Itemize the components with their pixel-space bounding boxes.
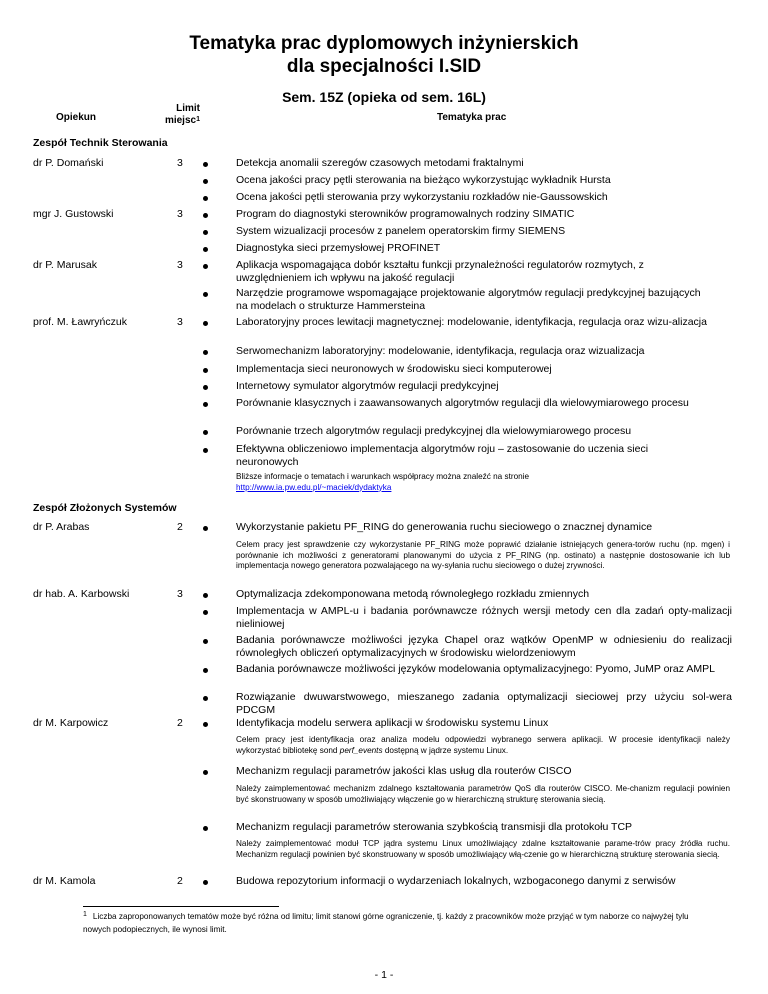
- section-title: Zespół Technik Sterowania: [33, 137, 168, 149]
- topic-item: Internetowy symulator algorytmów regulacji predykcyjnej: [236, 380, 499, 392]
- header-opiekun: Opiekun: [56, 112, 97, 123]
- supervisor-limit: 2: [177, 521, 183, 533]
- bullet-icon: [203, 230, 208, 235]
- topic-item: Aplikacja wspomagająca dobór kształtu funkcji przynależności regulatorów rozmytych, z uwzględnieniem ich wpływu na jakość regulacji: [236, 259, 644, 284]
- header-tematyka: Tematyka prac: [437, 112, 507, 123]
- bullet-icon: [203, 826, 208, 831]
- section-note-text: Bliższe informacje o tematach i warunkach współpracy można znaleźć na stronie: [236, 472, 530, 481]
- desc-text: dostępną w jądrze systemu Linux.: [382, 745, 509, 755]
- topic-description: [236, 735, 730, 756]
- topic-item: Optymalizacja zdekomponowana metodą równoległego rozkładu zmiennych: [236, 588, 590, 600]
- supervisor-limit: 3: [177, 208, 183, 220]
- supervisor-name: dr M. Kamola: [33, 875, 96, 887]
- topic-item: Ocena jakości pętli sterowania przy wykorzystaniu rozkładów nie-Gaussowskich: [236, 191, 608, 203]
- bullet-icon: [203, 593, 208, 598]
- supervisor-limit: 3: [177, 259, 183, 271]
- topic-item: System wizualizacji procesów z panelem operatorskim firmy SIEMENS: [236, 225, 566, 237]
- topic-item: Laboratoryjny proces lewitacji magnetycznej: modelowanie, identyfikacja, regulacja oraz wizu-alizacja: [236, 316, 707, 328]
- topic-item: Narzędzie programowe wspomagające projektowanie algorytmów regulacji predykcyjnej bazujących na modelach o strukturze Hammersteina: [236, 287, 701, 312]
- footnote-divider: [83, 906, 279, 907]
- topic-item: Program do diagnostyki sterowników programowalnych rodziny SIMATIC: [236, 208, 575, 220]
- footnote-ref: 1: [196, 116, 200, 123]
- footnote-mark: 1: [83, 911, 87, 918]
- footnote: [83, 911, 703, 936]
- header-limit-line2: miejsc: [164, 115, 197, 126]
- bullet-icon: [203, 264, 208, 269]
- topic-item: Diagnostyka sieci przemysłowej PROFINET: [236, 242, 441, 254]
- topic-item: Porównanie klasycznych i zaawansowanych algorytmów regulacji dla wielowymiarowego procesu: [236, 397, 689, 409]
- topic-description: Celem pracy jest sprawdzenie czy wykorzystanie PF_RING może poprawić działanie istniejących genera-torów ruchu (np. mgen) i porównanie ich możliwości z generatorami planowanymi do użycia z PF_RING (np. ostinato) a następnie dostosowanie ich lub implementacja nowego generatora pozwalającego na wy-syłania ruchu sieciowego o dużej zrywności.: [236, 540, 730, 571]
- bullet-icon: [203, 696, 208, 701]
- topic-item: Wykorzystanie pakietu PF_RING do generowania ruchu sieciowego o znacznej dynamice: [236, 521, 653, 533]
- dydaktyka-link[interactable]: http://www.ia.pw.edu.pl/~maciek/dydaktyka: [236, 482, 392, 492]
- supervisor-name: dr P. Domański: [33, 157, 104, 169]
- supervisor-limit: 3: [177, 316, 183, 328]
- page-title: Tematyka prac dyplomowych inżynierskich: [189, 33, 579, 54]
- topic-item: Rozwiązanie dwuwarstwowego, mieszanego zadania optymalizacji sieciowej przy użyciu sol-wera PDCGM: [236, 691, 732, 716]
- topic-item: Ocena jakości pracy pętli sterowania na bieżąco wykorzystując wykładnik Hursta: [236, 174, 611, 186]
- supervisor-name: dr hab. A. Karbowski: [33, 588, 130, 600]
- bullet-icon: [203, 292, 208, 297]
- bullet-icon: [203, 247, 208, 252]
- bullet-icon: [203, 880, 208, 885]
- topic-item: Porównanie trzech algorytmów regulacji predykcyjnej dla wielowymiarowego procesu: [236, 425, 632, 437]
- topic-item: Efektywna obliczeniowo implementacja algorytmów roju – zastosowanie do uczenia sieci neuronowych: [236, 443, 649, 468]
- topic-item: Mechanizm regulacji parametrów sterowania szybkością transmisji dla protokołu TCP: [236, 821, 633, 833]
- section-title: Zespół Złożonych Systemów: [33, 502, 177, 514]
- bullet-icon: [203, 722, 208, 727]
- header-limit: [160, 103, 200, 127]
- bullet-icon: [203, 368, 208, 373]
- supervisor-name: dr P. Arabas: [33, 521, 90, 533]
- topic-item: Budowa repozytorium informacji o wydarzeniach lokalnych, wzbogaconego danymi z serwisów: [236, 875, 676, 887]
- topic-item: Identyfikacja modelu serwera aplikacji w środowisku systemu Linux: [236, 717, 549, 729]
- topic-item: Badania porównawcze możliwości języka Chapel oraz wątków OpenMP w odniesieniu do realizacji równoległych obliczeń optymalizacyjnych w środowisku wielordzeniowym: [236, 634, 732, 659]
- topic-item: Detekcja anomalii szeregów czasowych metodami fraktalnymi: [236, 157, 524, 169]
- bullet-icon: [203, 321, 208, 326]
- footnote-text: Liczba zaproponowanych tematów może być różna od limitu; limit stanowi górne ograniczenie, tj. każdy z pracowników może przyjąć w tym naborze co najwyżej tylu nowych podopiecznych, ile wynosi limit.: [83, 912, 689, 934]
- topic-description: Należy zaimplementować mechanizm zdalnego kształtowania parametrów QoS dla routerów CISCO. Me-chanizm regulacji powinien być skonstruowany w sposób umożliwiający włączenie go w hierarchiczną strukturę sterowania siecią.: [236, 784, 730, 804]
- supervisor-limit: 2: [177, 875, 183, 887]
- topic-item: Implementacja w AMPL-u i badania porównawcze różnych wersji metody cen dla zadań opty-malizacji nieliniowej: [236, 605, 732, 630]
- topic-item: Badania porównawcze możliwości języków modelowania optymalizacyjnego: Pyomo, JuMP oraz AMPL: [236, 663, 715, 675]
- bullet-icon: [203, 179, 208, 184]
- bullet-icon: [203, 430, 208, 435]
- bullet-icon: [203, 350, 208, 355]
- supervisor-limit: 2: [177, 717, 183, 729]
- bullet-icon: [203, 770, 208, 775]
- bullet-icon: [203, 196, 208, 201]
- topic-description: Należy zaimplementować moduł TCP jądra systemu Linux umożliwiający zdalne kształtowanie parame-trów pracy źródła ruchu. Mechanizm regulacji powinien być skonstruowany w sposób umożliwiający włą-czenie go w hierarchiczną strukturę sterowania siecią.: [236, 839, 730, 859]
- page-subtitle: dla specjalności I.SID: [286, 56, 482, 77]
- supervisor-name: dr P. Marusak: [33, 259, 97, 271]
- desc-em: perf_events: [339, 745, 383, 755]
- bullet-icon: [203, 526, 208, 531]
- supervisor-limit: 3: [177, 588, 183, 600]
- semester-heading: Sem. 15Z (opieka od sem. 16L): [282, 89, 486, 105]
- bullet-icon: [203, 213, 208, 218]
- desc-text: Celem pracy jest identyfikacja oraz analiza modelu odpowiedzi wybranego serwera aplikacji. W procesie identyfikacji należy wykorzystać bibliotekę sond: [236, 735, 730, 755]
- supervisor-name: mgr J. Gustowski: [33, 208, 114, 220]
- supervisor-limit: 3: [177, 157, 183, 169]
- header-limit-line1: Limit: [176, 103, 200, 114]
- topic-item: Implementacja sieci neuronowych w środowisku sieci komputerowej: [236, 363, 552, 375]
- bullet-icon: [203, 448, 208, 453]
- bullet-icon: [203, 162, 208, 167]
- supervisor-name: dr M. Karpowicz: [33, 717, 109, 729]
- topic-item: Serwomechanizm laboratoryjny: modelowanie, identyfikacja, regulacja oraz wizualizacja: [236, 345, 645, 357]
- topic-item: Mechanizm regulacji parametrów jakości klas usług dla routerów CISCO: [236, 765, 572, 777]
- page-number: - 1 -: [374, 969, 394, 981]
- bullet-icon: [203, 610, 208, 615]
- section-note: [236, 472, 730, 493]
- bullet-icon: [203, 668, 208, 673]
- bullet-icon: [203, 385, 208, 390]
- bullet-icon: [203, 402, 208, 407]
- bullet-icon: [203, 639, 208, 644]
- supervisor-name: prof. M. Ławryńczuk: [33, 316, 127, 328]
